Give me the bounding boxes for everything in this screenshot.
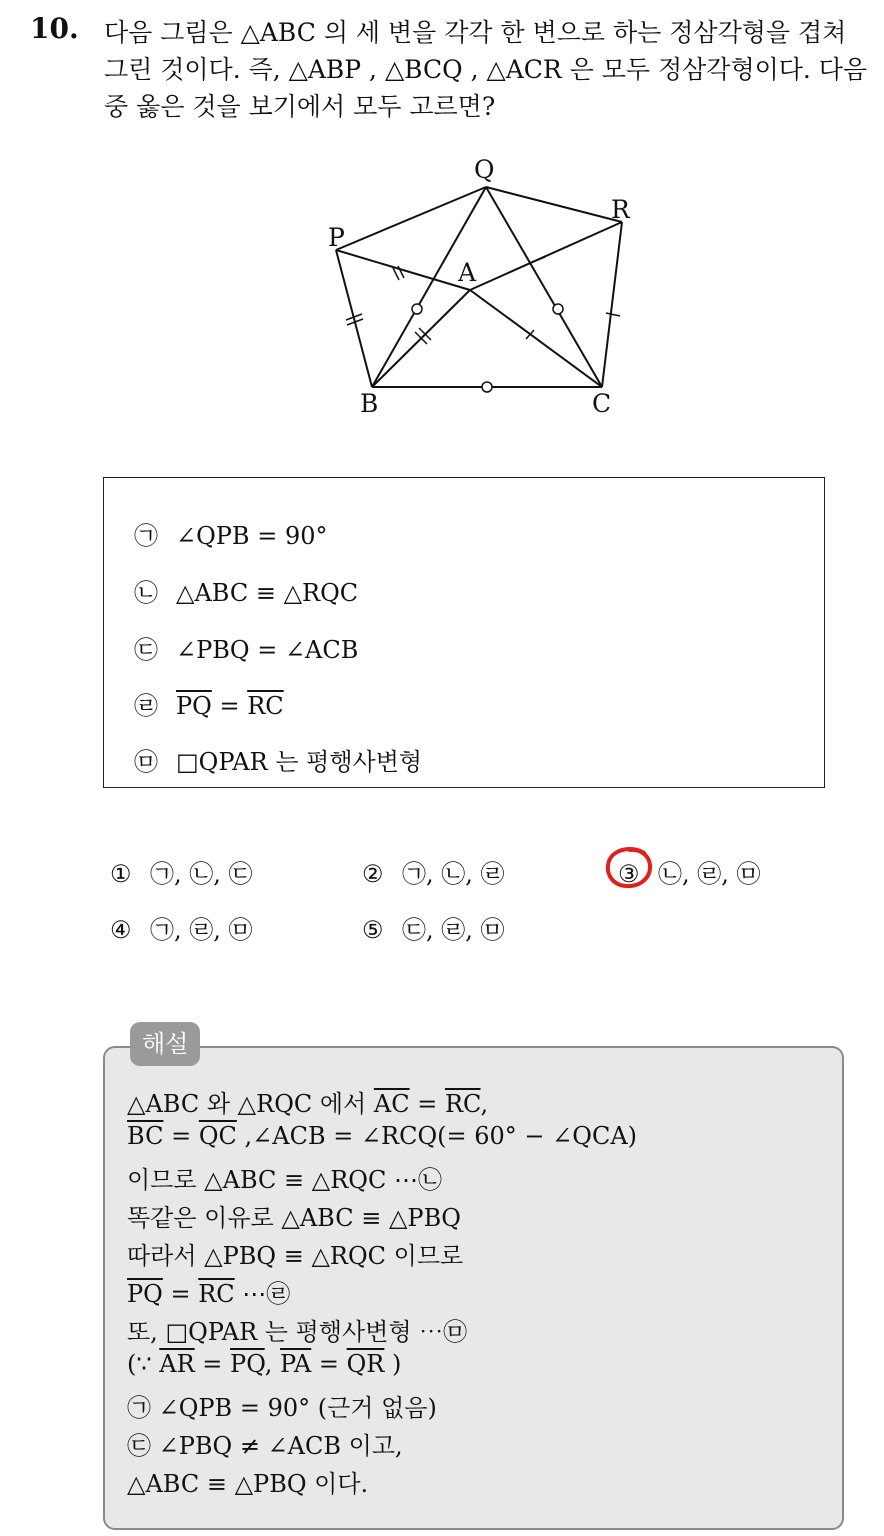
choice-text: ㉠, ㉡, ㉢ [150,860,253,888]
statement-5 [134,742,422,777]
statement-mark: ㉤ [134,748,158,776]
solution-line: 이므로 △ABC ≡ △RQC ⋯㉡ [127,1166,442,1194]
solution-text: (∵ [127,1350,160,1378]
segment: $\overline{QR}$ [346,1350,385,1378]
statement-text: □QPAR 는 평행사변형 [176,748,423,776]
stem-line: 중 옳은 것을 보기에서 모두 고르면? [104,92,496,121]
choice-number: ③ [618,860,640,888]
statement-mark: ㉣ [134,692,158,720]
solution-line: △ABC ≡ △PBQ 이다. [127,1470,369,1498]
stem-line: 그린 것이다. 즉, △ABP , △BCQ , △ACR 은 모두 정삼각형이다. 다음 [104,55,868,84]
solution-text: , [480,1090,489,1118]
solution-tag: 해설 [130,1022,200,1066]
statements-box [103,477,825,788]
selected-answer-mark [604,845,656,893]
segment: $\overline{QC}$ [198,1122,237,1150]
statement-text: △ABC ≡ △RQC [176,579,359,607]
vertex-label-c: C [592,389,612,418]
segment: $\overline{PQ}$ [230,1350,265,1378]
statement-4 [134,686,284,721]
solution-text: ⋯㉣ [234,1280,291,1308]
solution-line: 따라서 △PBQ ≡ △RQC 이므로 [127,1242,464,1270]
choice-number: ② [362,860,384,888]
statement-text: ∠QPB = 90° [176,522,328,550]
solution-line: 똑같은 이유로 △ABC ≡ △PBQ [127,1204,461,1232]
choice-2[interactable] [362,854,505,889]
vertex-label-a: A [458,258,477,287]
answer-choices [110,848,830,958]
solution-text: , [264,1350,280,1378]
choice-number: ⑤ [362,916,384,944]
statement-mark: ㉢ [134,636,158,664]
solution-line [127,1350,401,1378]
geometry-figure [300,150,660,425]
segment: $\overline{RC}$ [247,692,284,720]
solution-line [127,1274,290,1309]
solution-text: = [163,1122,199,1150]
solution-text: = [409,1090,445,1118]
choice-text: ㉢, ㉣, ㉤ [402,916,505,944]
segment: $\overline{PQ}$ [127,1280,163,1308]
solution-text: ) [384,1350,402,1378]
segment: $\overline{AC}$ [373,1090,410,1118]
vertex-label-b: B [360,389,379,418]
segment: $\overline{PQ}$ [176,692,212,720]
stem-line: 다음 그림은 △ABC 의 세 변을 각각 한 변으로 하는 정삼각형을 겹쳐 [104,18,847,47]
solution-text: = [194,1350,231,1378]
solution-text: ,∠ACB = ∠RCQ(= 60° − ∠QCA) [236,1122,638,1150]
choice-text: ㉡, ㉣, ㉤ [658,860,761,888]
solution-line: 또, □QPAR 는 평행사변형 ⋯㉤ [127,1318,468,1346]
question-number: 10. [30,12,79,45]
solution-line: ㉢ ∠PBQ ≠ ∠ACB 이고, [127,1432,403,1460]
segment: $\overline{RC}$ [444,1090,481,1118]
solution-text: = [162,1280,199,1308]
solution-panel [103,1046,844,1530]
solution-text: = [311,1350,347,1378]
statement-text: ∠PBQ = ∠ACB [176,636,359,664]
choice-text: ㉠, ㉡, ㉣ [402,860,505,888]
equals: = [211,692,248,720]
segment: $\overline{RC}$ [198,1280,235,1308]
statement-1 [134,516,327,551]
choice-text: ㉠, ㉣, ㉤ [150,916,253,944]
choice-number: ④ [110,916,132,944]
vertex-label-p: P [328,223,345,252]
solution-text: △ABC 와 △RQC 에서 [127,1090,374,1118]
vertex-label-q: Q [474,155,495,184]
solution-line: ㉠ ∠QPB = 90° (근거 없음) [127,1394,437,1422]
choice-1[interactable] [110,854,253,889]
choice-5[interactable] [362,910,505,945]
statement-mark: ㉠ [134,522,158,550]
segment: $\overline{AR}$ [159,1350,195,1378]
question-stem [104,14,868,125]
choice-number: ① [110,860,132,888]
statement-2 [134,573,358,608]
choice-4[interactable] [110,910,253,945]
vertex-label-r: R [611,195,630,224]
segment: $\overline{BC}$ [127,1122,164,1150]
solution-line [127,1122,637,1150]
solution-line [127,1084,488,1119]
statement-3 [134,630,358,665]
segment: $\overline{PA}$ [279,1350,312,1378]
statement-mark: ㉡ [134,579,158,607]
